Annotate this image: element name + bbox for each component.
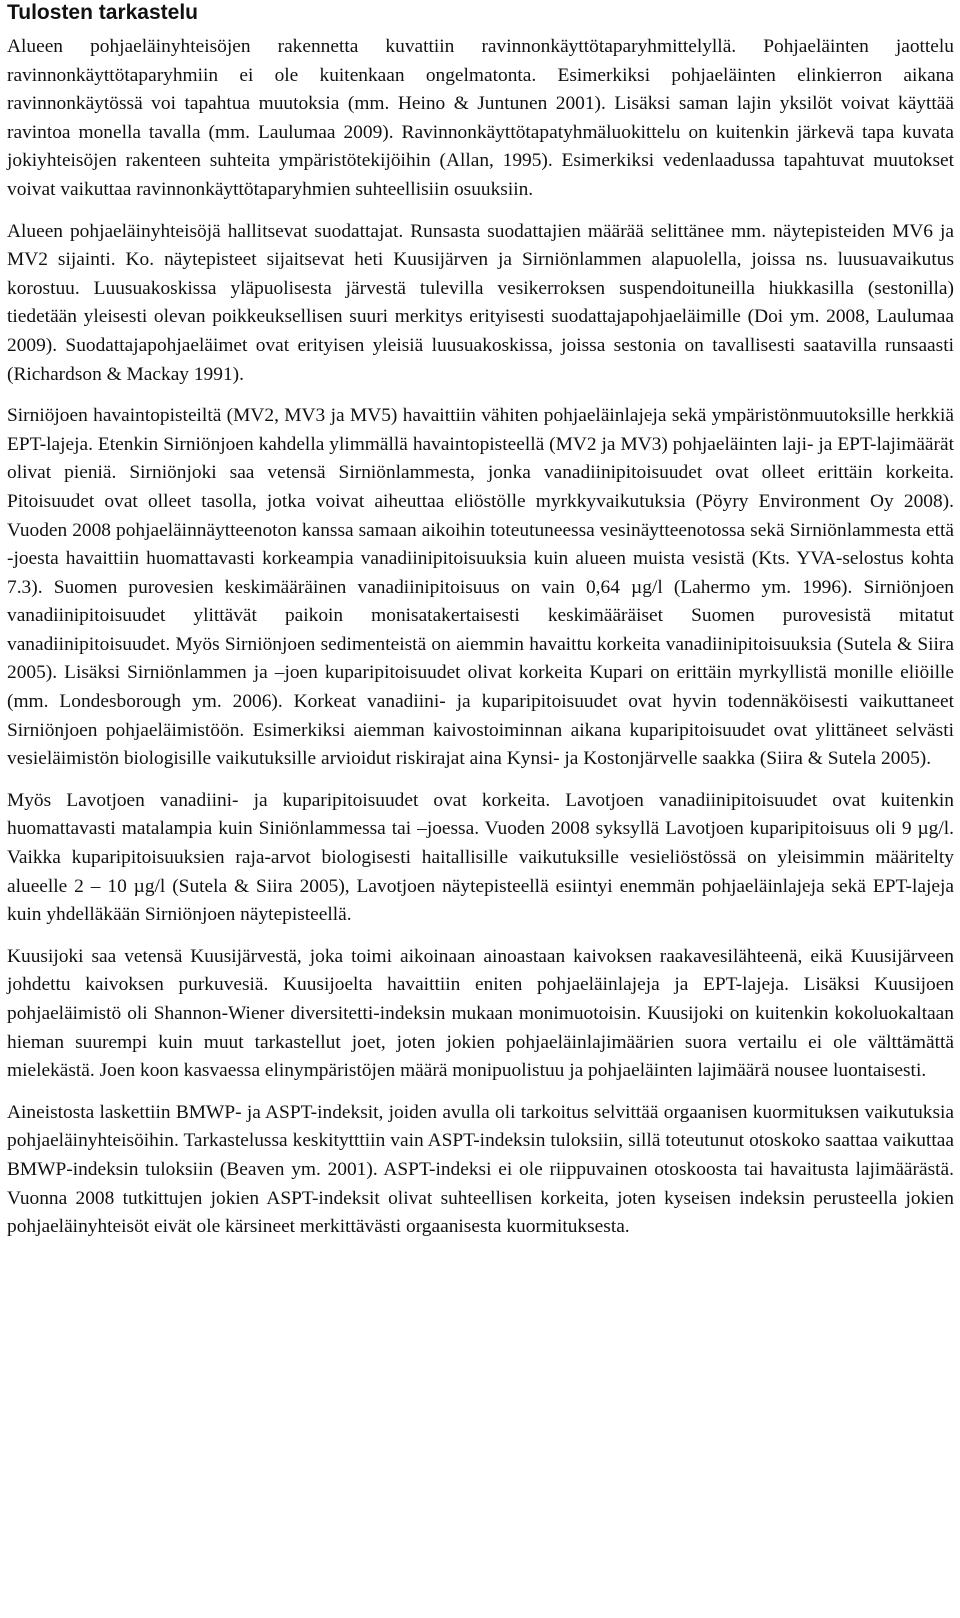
paragraph-lavotjoki: Myös Lavotjoen vanadiini- ja kuparipitoisuudet ovat korkeita. Lavotjoen vanadiinipitoisuudet ovat kuitenkin huomattavasti matalampia kuin Siniönlammessa tai –joessa. Vuoden 2008 syksyllä Lavotjoen kuparipitoisuus oli 9 µg/l. Vaikka kuparipitoisuuksien raja-arvot biologisesti haitallisille vaikutuksille vesieliöstössä on yleisimmin määritelty alueelle 2 – 10 µg/l (Sutela & Siira 2005), Lavotjoen näytepisteellä esiintyi enemmän pohjaeläinlajeja sekä EPT-lajeja kuin yhdelläkään Sirniönjoen näytepisteellä. — [7, 789, 954, 926]
paragraph-feeding-groups: Alueen pohjaeläinyhteisöjen rakennetta kuvattiin ravinnonkäyttötaparyhmittelyllä. Pohjaeläinten jaottelu ravinnonkäyttötaparyhmiin ei ole kuitenkaan ongelmatonta. Esimerkiksi pohjaeläinten elinkierron aikana ravinnonkäytössä voi tapahtua muutoksia (mm. Heino & Juntunen 2001). Lisäksi saman lajin yksilöt voivat käyttää ravintoa monella tavalla (mm. Laulumaa 2009). Ravinnonkäyttötapatyhmäluokittelu on kuitenkin järkevä tapa kuvata jokiyhteisöjen rakenteen suhteita ympäristötekijöihin (Allan, 1995). Esimerkiksi vedenlaadussa tapahtuvat muutokset voivat vaikuttaa ravinnonkäyttötaparyhmien suhteellisiin osuuksiin. — [7, 36, 954, 200]
paragraph-kuusijoki: Kuusijoki saa vetensä Kuusijärvestä, joka toimi aikoinaan ainoastaan kaivoksen raakavesilähteenä, eikä Kuusijärveen johdettu kaivoksen purkuvesiä. Kuusijoelta havaittiin eniten pohjaeläinlajeja ja EPT-lajeja. Lisäksi Kuusijoen pohjaeläimistö oli Shannon-Wiener diversitetti-indeksin mukaan monimuotoisin. Kuusijoki on kuitenkin kokoluokaltaan hieman suurempi kuin muut tarkastellut joet, joten jokien pohjaeläinlajimäärien suora vertailu ei ole välttämättä mielekästä. Joen koon kasvaessa elinympäristöjen määrä monipuolistuu ja pohjaeläinten lajimäärä nousee luontaisesti. — [7, 945, 954, 1082]
section-heading: Tulosten tarkastelu — [7, 1, 198, 24]
paragraph-sirniojoki: Sirniöjoen havaintopisteiltä (MV2, MV3 ja MV5) havaittiin vähiten pohjaeläinlajeja sekä ympäristönmuutoksille herkkiä EPT-lajeja. Etenkin Sirniönjoen kahdella ylimmällä havaintopisteellä (MV2 ja MV3) pohjaeläinten laji- ja EPT-lajimäärät olivat pieniä. Sirniönjoki saa vetensä Sirniönlammesta, jonka vanadiinipitoisuudet ovat olleet erittäin korkeita. Pitoisuudet ovat olleet tasolla, jotka voivat aiheuttaa eliöstölle myrkkyvaikutuksia (Pöyry Environment Oy 2008). Vuoden 2008 pohjaeläinnäytteenoton kanssa samaan aikoihin toteutuneessa vesinäytteenotossa sekä Sirniönlammesta että -joesta havaittiin huomattavasti korkeampia vanadiinipitoisuuksia kuin alueen muista vesistä (Kts. YVA-selostus kohta 7.3). Suomen purovesien keskimääräinen vanadiinipitoisuus on vain 0,64 µg/l (Lahermo ym. 1996). Sirniönjoen vanadiinipitoisuudet ylittävät paikoin monisatakertaisesti keskimääräiset Suomen purovesistä mitatut vanadiinipitoisuudet. Myös Sirniönjoen sedimenteistä on aiemmin havaittu korkeita vanadiinipitoisuuksia (Sutela & Siira 2005). Lisäksi Sirniönlammen ja –joen kuparipitoisuudet olivat korkeita Kupari on erittäin myrkyllistä monille eliöille (mm. Londesborough ym. 2006). Korkeat vanadiini- ja kuparipitoisuudet ovat hyvin todennäköisesti vaikuttaneet Sirniönjoen pohjaeläimistöön. Esimerkiksi aiemman kaivostoiminnan aikana kuparipitoisuudet ovat ylittäneet selvästi vesieläimistön biologisille vaikutuksille arvioidut riskirajat aina Kynsi- ja Kostonjärvelle saakka (Siira & Sutela 2005). — [7, 405, 954, 770]
paragraph-filter-feeders: Alueen pohjaeläinyhteisöjä hallitsevat suodattajat. Runsasta suodattajien määrää selittänee mm. näytepisteiden MV6 ja MV2 sijainti. Ko. näytepisteet sijaitsevat heti Kuusijärven ja Sirniönlammen alapuolella, joissa ns. luusuavaikutus korostuu. Luusuakoskissa yläpuolisesta järvestä tulevilla vesikerroksen suspendoituneilla hiukkasilla (sestonilla) tiedetään yleisesti olevan poikkeuksellisen suuri merkitys erityisesti suodattajapohjaeläimille (Doi ym. 2008, Laulumaa 2009). Suodattajapohjaeläimet ovat erityisen yleisiä luusuakoskissa, joissa sestonia on tavallisesti saatavilla runsaasti (Richardson & Mackay 1991). — [7, 220, 954, 385]
document-page — [7, 0, 954, 1255]
paragraph-aspt-index: Aineistosta laskettiin BMWP- ja ASPT-indeksit, joiden avulla oli tarkoitus selvittää orgaanisen kuormituksen vaikutuksia pohjaeläinyhteisöihin. Tarkastelussa keskitytttiin vain ASPT-indeksin tuloksiin, sillä toteutunut otoskoko saattaa vaikuttaa BMWP-indeksin tuloksiin (Beaven ym. 2001). ASPT-indeksi ei ole riippuvainen otoskoosta tai havaitusta lajimäärästä. Vuonna 2008 tutkittujen jokien ASPT-indeksit olivat suhteellisen korkeita, joten kyseisen indeksin perusteella jokien pohjaeläinyhteisöt eivät ole kärsineet merkittävästi orgaanisesta kuormituksesta. — [7, 1101, 954, 1238]
